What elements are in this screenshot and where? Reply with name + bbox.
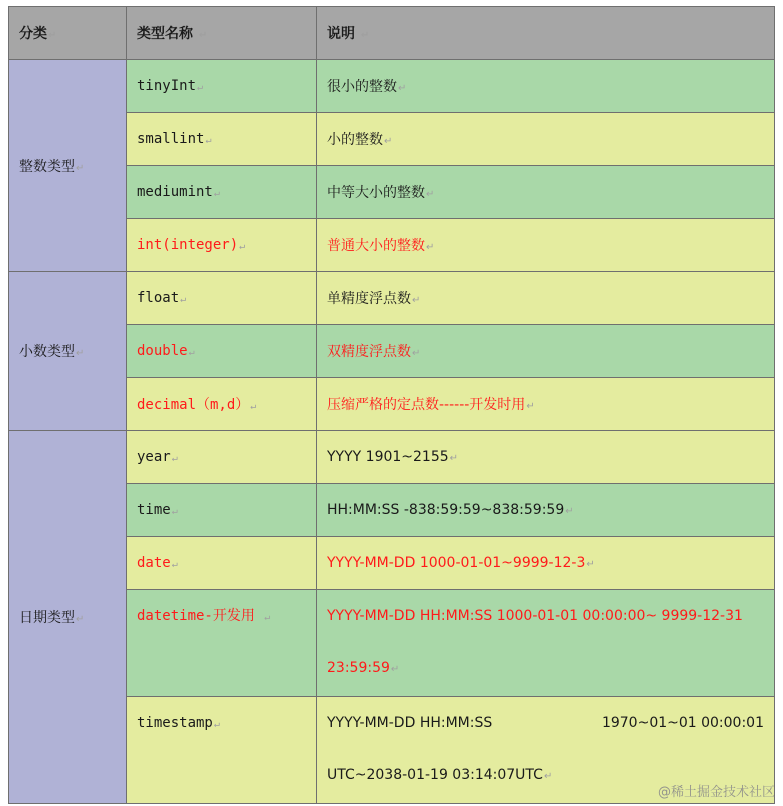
- type-name-cell: decimal（m,d）↵: [127, 378, 317, 431]
- site-watermark: @稀土掘金技术社区: [657, 785, 775, 800]
- category-date: 日期类型↵: [9, 431, 127, 804]
- type-name-cell: tinyInt↵: [127, 60, 317, 113]
- description-cell: 中等大小的整数↵: [317, 166, 775, 219]
- description-cell: YYYY-MM-DD HH:MM:SS 1970~01~01 00:00:01 UTC~2038-01-19 03:14:07UTC↵: [317, 697, 775, 804]
- type-name-cell: date↵: [127, 537, 317, 590]
- description-cell: YYYY-MM-DD 1000-01-01~9999-12-3↵: [317, 537, 775, 590]
- type-table-frame: [8, 6, 778, 802]
- table-row: [9, 272, 775, 325]
- description-cell: YYYY 1901~2155↵: [317, 431, 775, 484]
- description-cell: 很小的整数↵: [317, 60, 775, 113]
- type-name-cell: int(integer)↵: [127, 219, 317, 272]
- table-row: [9, 60, 775, 113]
- description-cell: 普通大小的整数↵: [317, 219, 775, 272]
- category-integer: 整数类型↵: [9, 60, 127, 272]
- table-row: [9, 431, 775, 484]
- type-name-cell: timestamp↵: [127, 697, 317, 804]
- description-cell: YYYY-MM-DD HH:MM:SS 1000-01-01 00:00:00~ 9999-12-31 23:59:59↵: [317, 590, 775, 697]
- header-type-name: 类型名称 ↵: [127, 7, 317, 60]
- header-category: 分类↵: [9, 7, 127, 60]
- type-name-cell: year↵: [127, 431, 317, 484]
- description-cell: 小的整数↵: [317, 113, 775, 166]
- description-cell: 压缩严格的定点数------开发时用↵: [317, 378, 775, 431]
- type-name-cell: time↵: [127, 484, 317, 537]
- table-header-row: [9, 7, 775, 60]
- type-name-cell: double↵: [127, 325, 317, 378]
- type-name-cell: smallint↵: [127, 113, 317, 166]
- type-name-cell: float↵: [127, 272, 317, 325]
- description-cell: 双精度浮点数↵: [317, 325, 775, 378]
- type-name-cell: datetime-开发用 ↵: [127, 590, 317, 697]
- description-cell: 单精度浮点数↵: [317, 272, 775, 325]
- type-name-cell: mediumint↵: [127, 166, 317, 219]
- mysql-data-types-table: [8, 6, 775, 804]
- description-cell: HH:MM:SS -838:59:59~838:59:59↵: [317, 484, 775, 537]
- header-description: 说明 ↵: [317, 7, 775, 60]
- category-decimal: 小数类型↵: [9, 272, 127, 431]
